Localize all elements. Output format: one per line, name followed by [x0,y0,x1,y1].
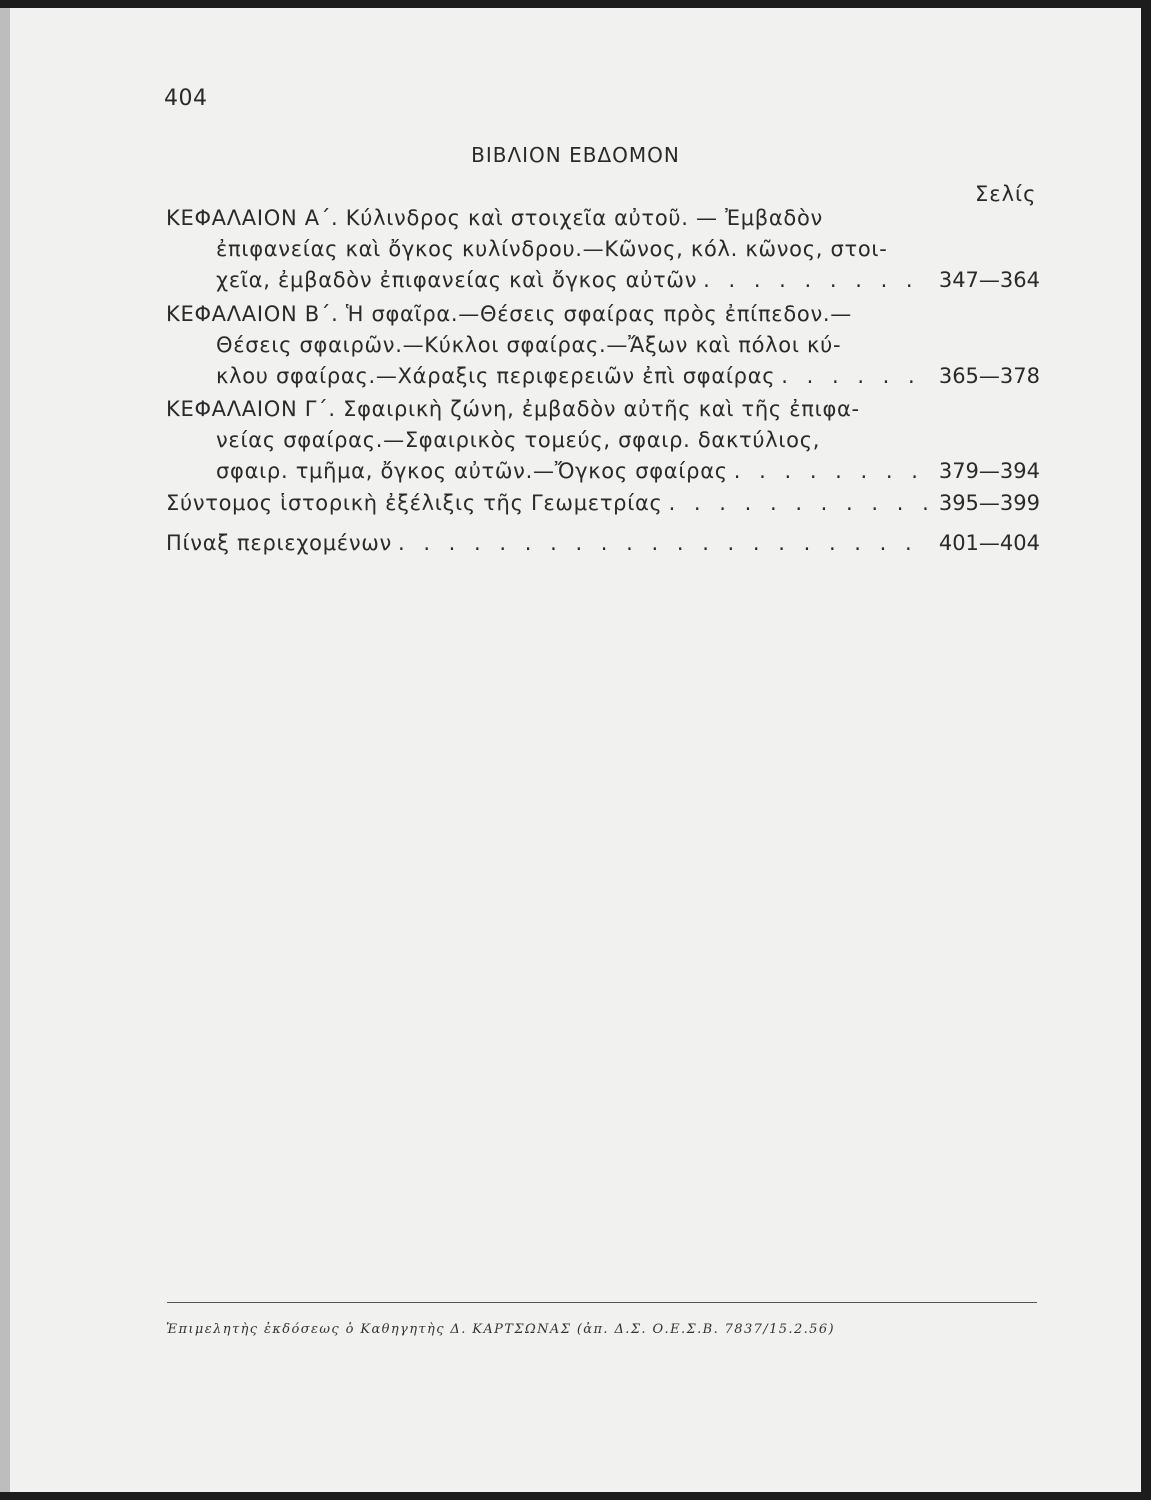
toc-page-range: 365—378 [938,364,1040,388]
scan-right-edge [1141,0,1151,1500]
toc-entry-line: Θέσεις σφαιρῶν.—Κύκλοι σφαίρας.—Ἄξων καὶ πόλοι κύ- [216,333,842,357]
page-number: 404 [164,86,208,111]
page-column-header: Σελίς [975,182,1037,206]
toc-entry-line: ΚΕΦΑΛΑΙΟΝ Β΄. Ἡ σφαῖρα.—Θέσεις σφαίρας πρὸς ἐπίπεδον.— [166,302,852,326]
dot-leader [775,361,927,392]
footer-editor-note: Ἐπιμελητὴς ἐκδόσεως ὁ Καθηγητὴς Δ. ΚΑΡΤΣΩΝΑΣ (ἀπ. Δ.Σ. Ο.Ε.Σ.Β. 7837/15.2.56) [166,1322,835,1337]
toc-entry-line: κλου σφαίρας.—Χάραξις περιφερειῶν ἐπὶ σφαίρας [216,364,776,388]
toc-entry-line: ΚΕΦΑΛΑΙΟΝ Α΄. Κύλινδρος καὶ στοιχεῖα αὐτοῦ. — Ἐμβαδὸν [166,206,823,230]
toc-entry-last-line [166,488,1040,519]
toc-entry-line: ἐπιφανείας καὶ ὄγκος κυλίνδρου.—Κῶνος, κόλ. κῶνος, στοι- [216,237,888,261]
toc-entry-line: χεῖα, ἐμβαδὸν ἐπιφανείας καὶ ὄγκος αὐτῶν [216,268,698,292]
book-title: ΒΙΒΛΙΟΝ ΕΒΔΟΜΟΝ [471,143,680,167]
toc-entry-line: Σύντομος ἱστορικὴ ἐξέλιξις τῆς Γεωμετρίας [166,491,663,515]
dot-leader [697,265,927,296]
toc-entry-line: ΚΕΦΑΛΑΙΟΝ Γ΄. Σφαιρικὴ ζώνη, ἐμβαδὸν αὐτῆς καὶ τῆς ἐπιφα- [166,397,860,421]
footer-rule [167,1302,1037,1303]
scan-left-edge [0,0,10,1500]
scan-top-edge [0,0,1151,8]
toc-entry-chapter-b [166,299,1040,392]
toc-entry-last-line [166,265,1040,296]
toc-entry-contents [166,528,1040,559]
toc-entry-line: σφαιρ. τμῆμα, ὄγκος αὐτῶν.—Ὄγκος σφαίρας [216,459,728,483]
scan-bottom-edge [0,1492,1151,1500]
toc-entry-last-line [166,528,1040,559]
toc-entry-chapter-a [166,203,1040,296]
toc-entry-chapter-c [166,394,1040,487]
dot-leader [728,456,927,487]
dot-leader [663,488,927,519]
toc-entry-last-line [166,361,1040,392]
toc-entry-last-line [166,456,1040,487]
toc-page-range: 347—364 [938,268,1040,292]
toc-page-range: 379—394 [938,459,1040,483]
toc-entry-history [166,488,1040,519]
toc-entry-line: νείας σφαίρας.—Σφαιρικὸς τομεύς, σφαιρ. δακτύλιος, [216,428,821,452]
toc-entry-line: Πίναξ περιεχομένων [166,531,392,555]
toc-page-range: 401—404 [938,531,1040,555]
dot-leader [392,528,927,559]
toc-page-range: 395—399 [938,491,1040,515]
